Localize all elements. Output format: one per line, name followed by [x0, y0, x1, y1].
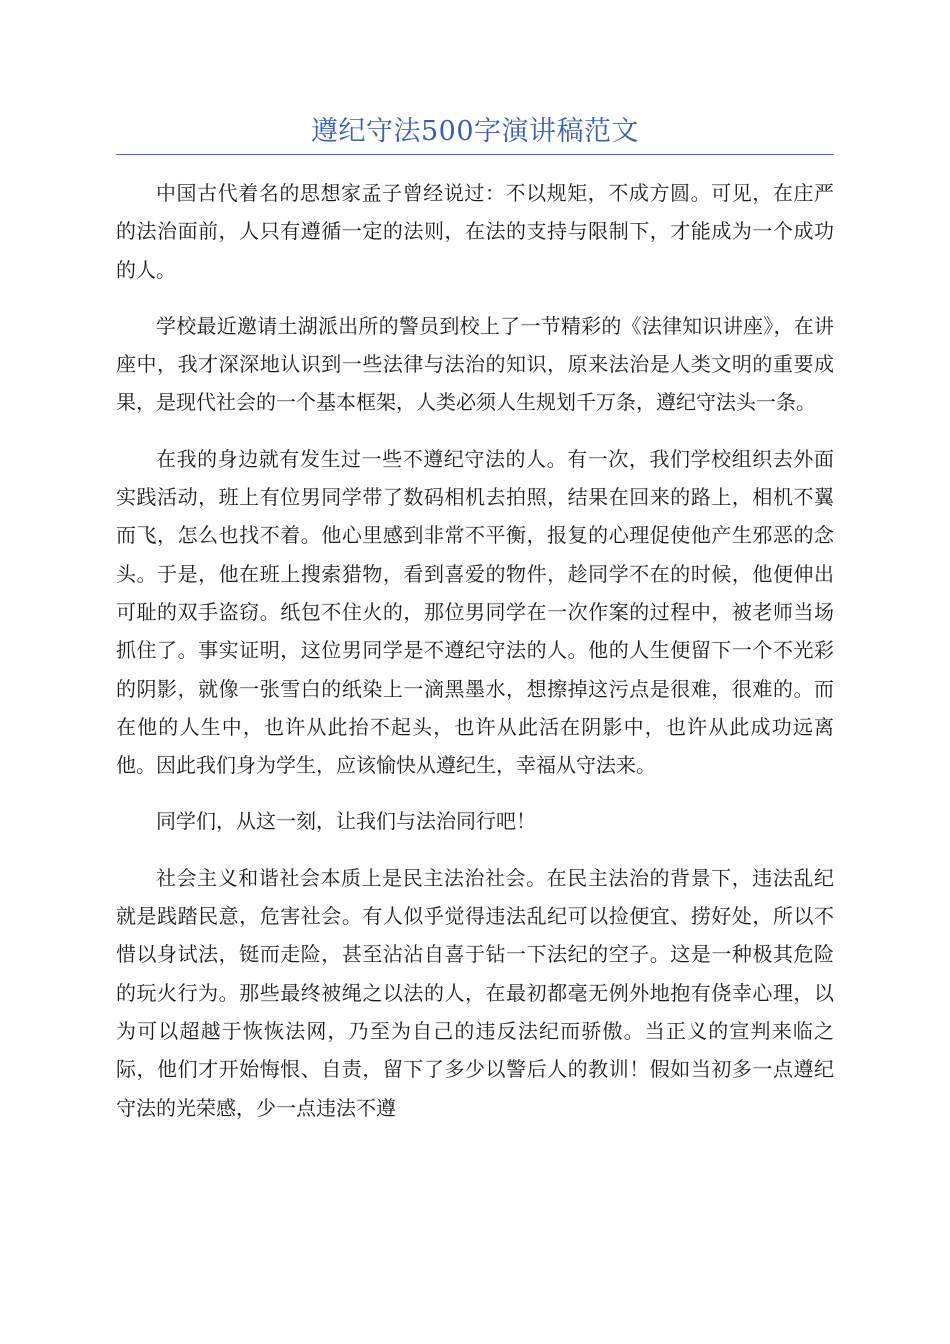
paragraph-3: 在我的身边就有发生过一些不遵纪守法的人。有一次，我们学校组织去外面实践活动，班上有位男同学带了数码相机去拍照，结果在回来的路上，相机不翼而飞，怎么也找不着。他心里感到非常不平衡，报复的心理促使他产生邪恶的念头。于是，他在班上搜索猎物，看到喜爱的物件，趁同学不在的时候，他便伸出可耻的双手盗窃。纸包不住火的，那位男同学在一次作案的过程中，被老师当场抓住了。事实证明，这位男同学是不遵纪守法的人。他的人生便留下一个不光彩的阴影，就像一张雪白的纸染上一滴黑墨水，想擦掉这污点是很难，很难的。而在他的人生中，也许从此抬不起头，也许从此活在阴影中，也许从此成功远离他。因此我们身为学生，应该愉快从遵纪生，幸福从守法来。: [116, 446, 834, 778]
paragraph-2: 学校最近邀请土湖派出所的警员到校上了一节精彩的《法律知识讲座》，在讲座中，我才深深地认识到一些法律与法治的知识，原来法治是人类文明的重要成果，是现代社会的一个基本框架，人类必须人生规划千万条，遵纪守法头一条。: [116, 313, 834, 415]
document-body: [116, 174, 834, 1145]
document-title: 遵纪守法500字演讲稿范文: [310, 116, 640, 147]
paragraph-5: 社会主义和谐社会本质上是民主法治社会。在民主法治的背景下，违法乱纪就是践踏民意，危害社会。有人似乎觉得违法乱纪可以捡便宜、捞好处，所以不惜以身试法，铤而走险，甚至沾沾自喜于钻一下法纪的空子。这是一种极其危险的玩火行为。那些最终被绳之以法的人，在最初都毫无例外地抱有侥幸心理，以为可以超越于恢恢法网，乃至为自己的违反法纪而骄傲。当正义的宣判来临之际，他们才开始悔恨、自责，留下了多少以警后人的教训！假如当初多一点遵纪守法的光荣感，少一点违法不遵: [116, 865, 834, 1120]
paragraph-4: 同学们，从这一刻，让我们与法治同行吧！: [156, 809, 536, 834]
paragraph-1: 中国古代着名的思想家孟子曾经说过：不以规矩，不成方圆。可见，在庄严的法治面前，人只有遵循一定的法则，在法的支持与限制下，才能成为一个成功的人。: [116, 181, 834, 282]
title-underline: [116, 154, 834, 155]
